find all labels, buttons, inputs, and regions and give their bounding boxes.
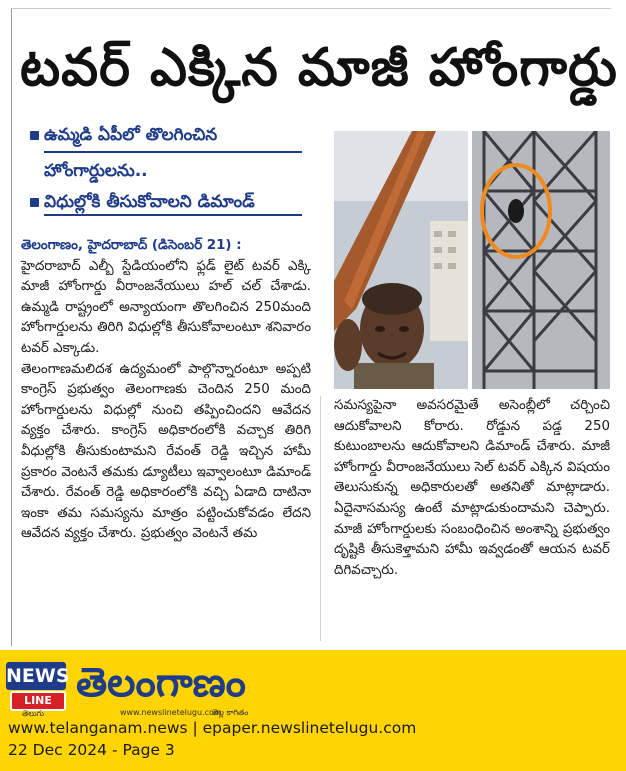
date-page-info: 22 Dec 2024 - Page 3 (8, 741, 175, 759)
paragraph: హైదరాబాద్ ఎల్బీ స్టేడియంలోని ఫ్లడ్ లైట్ టవర్ ఎక్కి మాజీ హోంగార్డు వీరాంజనేయులు హల్ చల్ చేశాడు. ఉమ్మడి రాష్ట్రంలో అన్యాయంగా తొలగించిన 250మంది హోంగార్డులను తిరిగి విధుల్లోకి తీసుకోవాలంటూ శనివారం టవర్ ఎక్కాడు. (21, 258, 311, 356)
left-rule (11, 8, 12, 646)
column-divider (320, 396, 321, 641)
logo-line-text: LINE (10, 691, 66, 711)
subhead-3: విధుల్లోకి తీసుకోవాలని డిమాండ్ (44, 192, 255, 212)
top-rule (11, 8, 611, 9)
subhead-underline (44, 214, 302, 216)
paragraph: తెలంగాణమలిదశ ఉద్యమంలో పాల్గొన్నారంటూ అప్పటి కాంగ్రెస్ ప్రభుత్వం తెలంగాణకు చెందిన 250 మంది హోంగార్డులను విధుల్లో నుంచి తప్పించిందని ఆవేదన వ్యక్తం చేశారు. కాంగ్రెస్ అధికారంలోకి వచ్చాక తిరిగి వీధుల్లోకి తీసుకుంటామని రేవంత్ రెడ్డి ఇచ్చిన హామీ ప్రకారం వెంటనే తమకు డ్యూటీలు ఇవ్వాలంటూ డిమాండ్ చేశారు. రేవంత్ రెడ్డి అధికారంలోకి వచ్చి ఏడాది దాటినా ఇంకా తమ సమస్యను మాత్రం పట్టించుకోవడం లేదని ఆవేదన వ్యక్తం చేశారు. ప్రభుత్వం వెంటనే తమ (21, 361, 311, 542)
logo-news-text: NEWS (6, 662, 66, 690)
brand-url: www.newslinetelugu.com (120, 708, 222, 717)
footer-banner (0, 650, 626, 771)
paragraph: సమస్యపైనా అవసరమైతే అసెంబ్లీలో చర్చించి ఆదుకోవాలని కోరారు. రోడ్డున పడ్డ 250 కుటుంబాలను ఆదుకోవాలని డిమాండ్ చేశారు. మాజీ హోంగార్డు వీరాంజనేయులు సెల్ టవర్ ఎక్కిన విషయం తెలుసుకున్న అధికారులతో అతనితో మాట్లాడారు. ఏదైనాసమస్య ఉంటే మాట్లాడుకుందామని చెప్పారు. మాజీ హోంగార్డులకు సంబంధించిన అంశాన్ని ప్రభుత్వం దృష్టికి తీసుకెళ్తామని హామీ ఇవ్వడంతో ఆయన టవర్ దిగివచ్చారు. (334, 398, 610, 578)
newsline-logo[interactable] (6, 662, 70, 718)
logo-tagline: తెలుగు (22, 709, 45, 718)
news-photo (334, 131, 610, 389)
subhead-underline (44, 151, 302, 153)
footer-links[interactable]: www.telanganam.news | epaper.newslinetelugu.com (8, 719, 417, 737)
photo-collage-image (334, 131, 610, 389)
article-column-2 (334, 396, 610, 581)
subhead-1: ఉమ్మడి ఏపీలో తొలగించిన (44, 125, 218, 145)
subhead-bullet (30, 131, 39, 140)
brand-tagline: తెల్ల కాగితం (212, 708, 249, 717)
subhead-2: హోంగార్డులను.. (44, 161, 148, 181)
headline: టవర్ ఎక్కిన మాజీ హోంగార్డు (20, 38, 618, 98)
subhead-bullet (30, 198, 39, 207)
dateline: తెలంగాణం, హైదరాబాద్ (డిసెంబర్ 21) : (21, 238, 242, 253)
telanganam-brand: తెలంగాణం (76, 660, 246, 706)
article-column-1 (21, 236, 311, 545)
